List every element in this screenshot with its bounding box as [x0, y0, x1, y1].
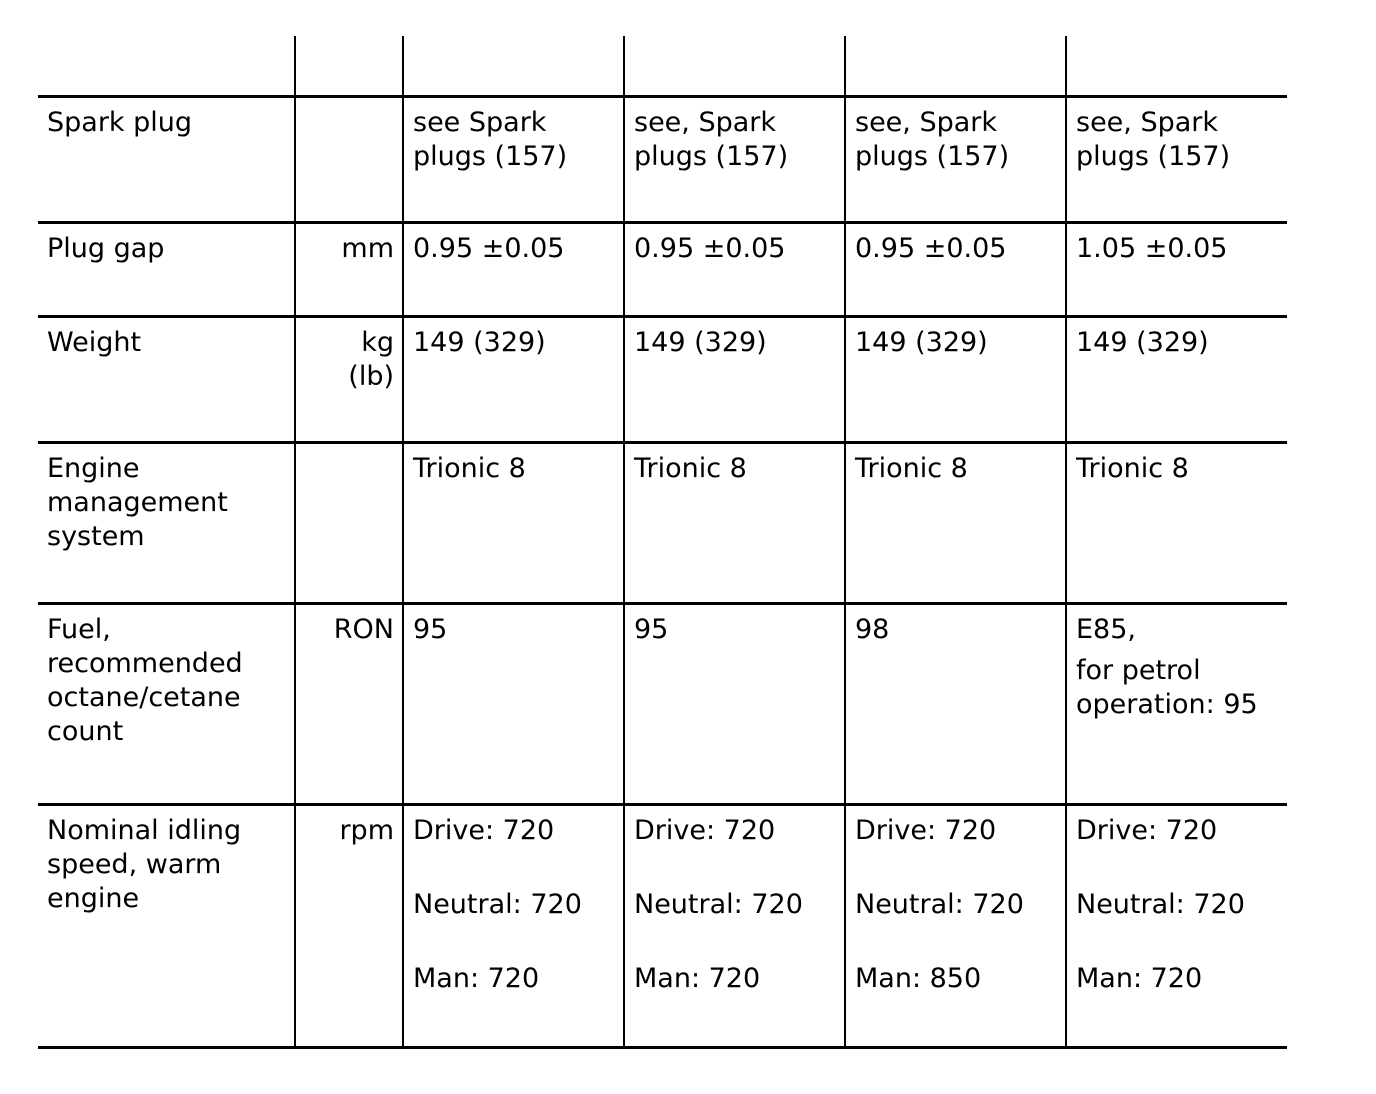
idle-cell	[1066, 805, 1287, 1048]
row-value: Trionic 8	[1066, 443, 1287, 604]
row-value: Trionic 8	[845, 443, 1066, 604]
idle-neutral: Neutral: 720	[634, 889, 803, 920]
row-label: Spark plug	[38, 97, 295, 223]
row-value: 149 (329)	[403, 317, 624, 443]
row-unit: kg (lb)	[295, 317, 403, 443]
row-value: see, Spark plugs (157)	[1066, 97, 1287, 223]
row-value: 149 (329)	[624, 317, 845, 443]
row-value: see Spark plugs (157)	[403, 97, 624, 223]
table-row	[38, 223, 1287, 317]
idle-neutral: Neutral: 720	[1076, 889, 1245, 920]
idle-cell	[845, 805, 1066, 1048]
row-unit: mm	[295, 223, 403, 317]
row-value: 0.95 ±0.05	[845, 223, 1066, 317]
row-value: Trionic 8	[624, 443, 845, 604]
spec-table	[38, 36, 1287, 1049]
idle-neutral: Neutral: 720	[855, 889, 1024, 920]
row-value: Trionic 8	[403, 443, 624, 604]
idle-man: Man: 720	[634, 963, 761, 994]
row-value: 0.95 ±0.05	[403, 223, 624, 317]
row-unit	[295, 443, 403, 604]
row-value	[1066, 604, 1287, 805]
table-row	[38, 97, 1287, 223]
fuel-line-2: for petrol operation: 95	[1076, 655, 1258, 720]
table-header-row	[38, 36, 1287, 97]
row-value: 98	[845, 604, 1066, 805]
row-label: Fuel, recommended octane/cetane count	[38, 604, 295, 805]
row-value: see, Spark plugs (157)	[624, 97, 845, 223]
idle-man: Man: 850	[855, 963, 982, 994]
idle-cell	[403, 805, 624, 1048]
idle-cell	[624, 805, 845, 1048]
fuel-line-1: E85,	[1076, 614, 1136, 645]
row-unit: RON	[295, 604, 403, 805]
table-row	[38, 317, 1287, 443]
idle-drive: Drive: 720	[855, 815, 997, 846]
idle-man: Man: 720	[1076, 963, 1203, 994]
idle-drive: Drive: 720	[413, 815, 555, 846]
row-unit: rpm	[295, 805, 403, 1048]
idle-drive: Drive: 720	[634, 815, 776, 846]
table-row	[38, 805, 1287, 1048]
idle-neutral: Neutral: 720	[413, 889, 582, 920]
row-label: Engine management system	[38, 443, 295, 604]
row-value: 95	[403, 604, 624, 805]
row-unit	[295, 97, 403, 223]
table-row	[38, 443, 1287, 604]
row-label: Nominal idling speed, warm engine	[38, 805, 295, 1048]
row-label: Weight	[38, 317, 295, 443]
row-value: 1.05 ±0.05	[1066, 223, 1287, 317]
row-value: see, Spark plugs (157)	[845, 97, 1066, 223]
row-value: 149 (329)	[845, 317, 1066, 443]
row-label: Plug gap	[38, 223, 295, 317]
idle-man: Man: 720	[413, 963, 540, 994]
row-value: 149 (329)	[1066, 317, 1287, 443]
row-value: 95	[624, 604, 845, 805]
table-row	[38, 604, 1287, 805]
row-value: 0.95 ±0.05	[624, 223, 845, 317]
idle-drive: Drive: 720	[1076, 815, 1218, 846]
